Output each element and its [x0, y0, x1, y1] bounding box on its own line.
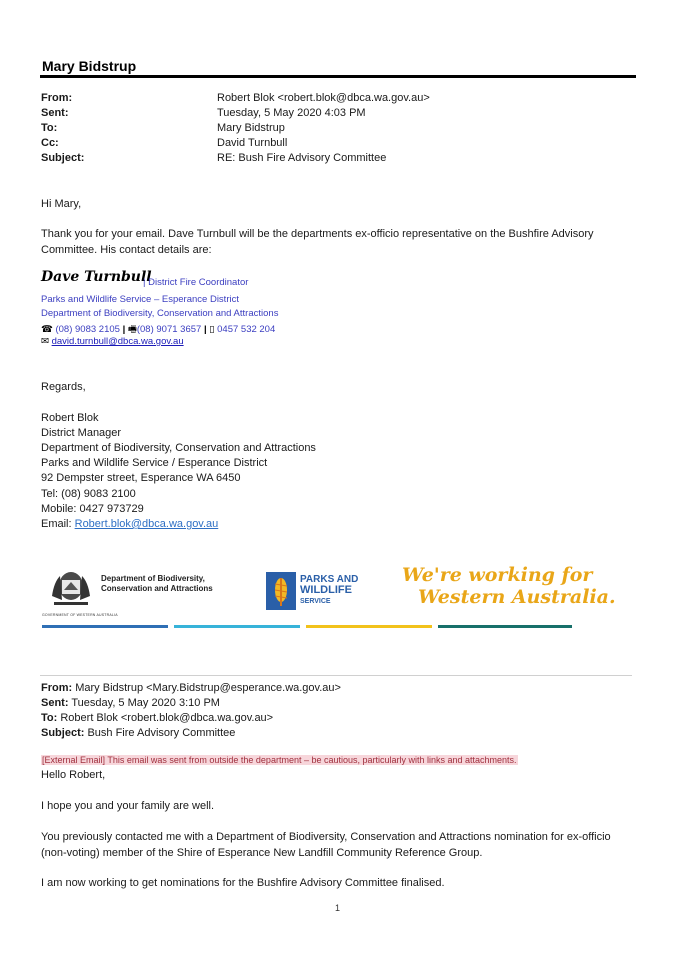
pws-line-3: SERVICE	[300, 598, 331, 605]
phone-icon: ☎	[41, 324, 53, 335]
contact-name: Dave Turnbull	[41, 269, 152, 285]
sent-value: Tuesday, 5 May 2020 4:03 PM	[217, 107, 366, 119]
cc-label: Cc:	[41, 137, 59, 149]
contact-org-1: Parks and Wildlife Service – Esperance District	[41, 294, 239, 305]
slogan-line-1: We're working for	[402, 564, 593, 586]
wa-crest-icon	[44, 566, 99, 620]
signature-mobile: Mobile: 0427 973729	[41, 503, 144, 515]
signature-email-label: Email:	[41, 518, 75, 530]
body-paragraph: Thank you for your email. Dave Turnbull will be the departments ex-officio representative on the Bushfire Advisory Committee. His contact details are:	[41, 228, 594, 256]
quoted-para-2: You previously contacted me with a Department of Biodiversity, Conservation and Attractions nomination for ex-officio (non-voting) member of the Shire of Esperance New Landfill Community Reference Group.	[41, 831, 611, 859]
page-number: 1	[334, 903, 340, 913]
contact-mobile: 0457 532 204	[217, 324, 276, 335]
banksia-icon	[266, 572, 296, 610]
greeting: Hi Mary,	[41, 198, 82, 210]
external-email-warning: [External Email] This email was sent from outside the department – be cautious, particularly with links and attachments.	[42, 755, 517, 765]
brand-bar-3	[306, 625, 432, 628]
separator: |	[122, 324, 126, 335]
document-title: Mary Bidstrup	[42, 58, 137, 74]
quoted-to	[41, 711, 273, 726]
quote-divider	[40, 675, 632, 676]
quoted-from	[41, 681, 341, 696]
contact-phone: (08) 9083 2105	[55, 324, 120, 335]
mobile-icon: ▯	[209, 324, 215, 335]
quoted-from-value: Mary Bidstrup <Mary.Bidstrup@esperance.wa.gov.au>	[72, 682, 341, 694]
closing: Regards,	[41, 381, 86, 393]
to-value: Mary Bidstrup	[217, 122, 285, 134]
signature-address: 92 Dempster street, Esperance WA 6450	[41, 472, 241, 484]
crest-caption: GOVERNMENT OF WESTERN AUSTRALIA	[42, 613, 118, 617]
signature-tel: Tel: (08) 9083 2100	[41, 488, 136, 500]
slogan-line-2: Western Australia.	[418, 586, 616, 608]
from-value: Robert Blok <robert.blok@dbca.wa.gov.au>	[217, 92, 430, 104]
quoted-subject-value: Bush Fire Advisory Committee	[84, 727, 236, 739]
pws-line-2: WILDLIFE	[300, 584, 352, 596]
subject-value: RE: Bush Fire Advisory Committee	[217, 152, 387, 164]
fax-icon: 🖷	[127, 324, 137, 335]
subject-label: Subject:	[41, 152, 85, 164]
brand-bar-2	[174, 625, 300, 628]
signature-email-link[interactable]: Robert.blok@dbca.wa.gov.au	[74, 518, 219, 530]
title-divider	[40, 75, 636, 78]
contact-email-line	[41, 336, 184, 347]
cc-value: David Turnbull	[217, 137, 288, 149]
contact-org-2: Department of Biodiversity, Conservation and Attractions	[41, 308, 279, 319]
email-icon: ✉	[41, 336, 49, 347]
brand-bar-1	[42, 625, 168, 628]
pws-line-1: PARKS AND	[300, 574, 359, 585]
pws-logo-mark	[266, 572, 296, 610]
signature-name: Robert Blok	[41, 412, 99, 424]
sent-label: Sent:	[41, 107, 69, 119]
signature-title: District Manager	[41, 427, 122, 439]
quoted-para-3: I am now working to get nominations for the Bushfire Advisory Committee finalised.	[41, 877, 445, 889]
to-label: To:	[41, 122, 58, 134]
from-label: From:	[41, 92, 73, 104]
pws-logo-text	[300, 574, 358, 607]
quoted-para-1: I hope you and your family are well.	[41, 800, 215, 812]
dept-logo-line-2: Conservation and Attractions	[101, 584, 213, 593]
quoted-from-label: From:	[41, 682, 73, 694]
signature-org: Department of Biodiversity, Conservation and Attractions	[41, 442, 316, 454]
contact-role: | District Fire Coordinator	[143, 277, 249, 288]
wa-crest-logo	[42, 566, 118, 620]
quoted-greeting: Hello Robert,	[41, 769, 106, 781]
contact-email-link[interactable]: david.turnbull@dbca.wa.gov.au	[51, 336, 184, 347]
dept-logo-text	[101, 574, 213, 594]
quoted-to-value: Robert Blok <robert.blok@dbca.wa.gov.au>	[57, 712, 274, 724]
contact-fax: (08) 9071 3657	[136, 324, 202, 335]
quoted-sent-label: Sent:	[41, 697, 69, 709]
quoted-sent-value: Tuesday, 5 May 2020 3:10 PM	[68, 697, 220, 709]
quoted-subject-label: Subject:	[41, 727, 85, 739]
quoted-to-label: To:	[41, 712, 58, 724]
separator: |	[203, 324, 207, 335]
signature-email-line	[41, 517, 218, 532]
quoted-subject	[41, 726, 235, 741]
brand-bar-4	[438, 625, 572, 628]
signature-service: Parks and Wildlife Service / Esperance District	[41, 457, 268, 469]
slogan-logo	[402, 564, 616, 608]
quoted-sent	[41, 696, 220, 711]
dept-logo-line-1: Department of Biodiversity,	[101, 574, 205, 583]
